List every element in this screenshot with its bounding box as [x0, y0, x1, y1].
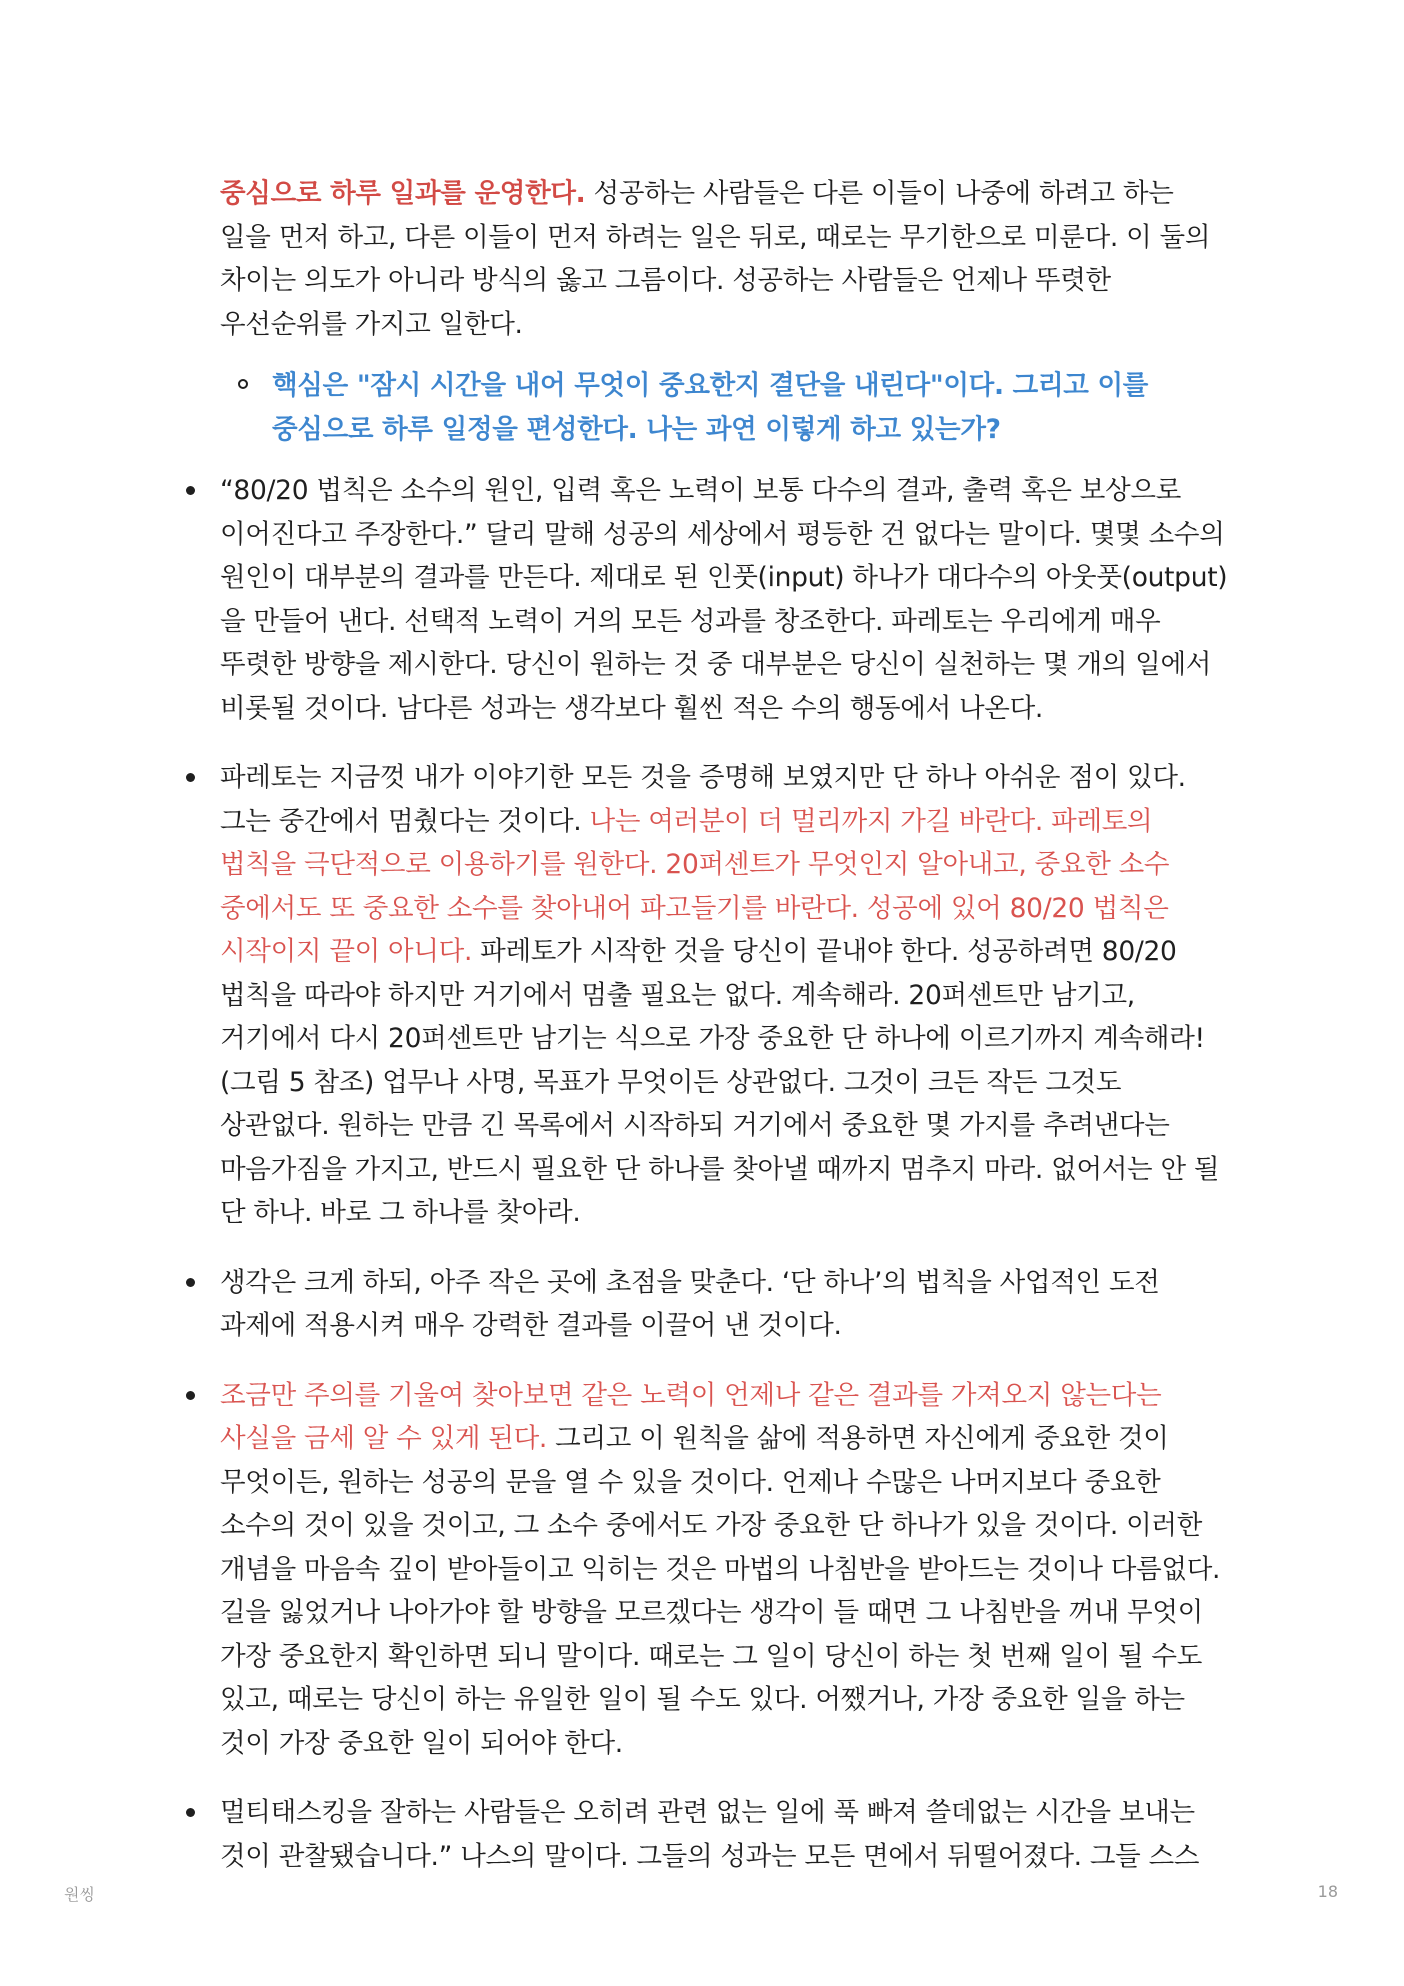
footer-book-title: 원씽	[64, 1885, 95, 1904]
intro-paragraph	[220, 172, 1230, 346]
intro-text: 성공하는 사람들은 다른 이들이 나중에 하려고 하는 일을 먼저 하고, 다른 이들이 먼저 하려는 일은 뒤로, 때로는 무기한으로 미룬다. 이 둘의 차이는 의도가 아니라 방식의 옳고 그름이다. 성공하는 사람들은 언제나 뚜렷한 우선순위를 가지고 일한다.	[220, 178, 1211, 340]
bullet-text: 생각은 크게 하되, 아주 작은 곳에 초점을 맞춘다. ‘단 하나’의 법칙을 사업적인 도전 과제에 적용시켜 매우 강력한 결과를 이끌어 낸 것이다.	[220, 1266, 1160, 1341]
sub-item-text: 핵심은 "잠시 시간을 내어 무엇이 중요한지 결단을 내린다"이다. 그리고 이를 중심으로 하루 일정을 편성한다. 나는 과연 이렇게 하고 있는가?	[272, 370, 1149, 445]
page-content	[220, 172, 1230, 1904]
bullet-dot-icon	[186, 1391, 195, 1400]
footer-page-number: 18	[1317, 1882, 1338, 1901]
bullet-text-after: 파레토가 시작한 것을 당신이 끝내야 한다. 성공하려면 80/20 법칙을 따라야 하지만 거기에서 멈출 필요는 없다. 계속해라. 20퍼센트만 남기고, 거기에서 다시 20퍼센트만 남기는 식으로 가장 중요한 단 하나에 이르기까지 계속해라! (그림 5 참조) 업무나 사명, 목표가 무엇이든 상관없다. 그것이 크든 작든 그것도 상관없다. 원하는 만큼 긴 목록에서 시작하되 거기에서 중요한 몇 가지를 추려낸다는 마음가짐을 가지고, 반드시 필요한 단 하나를 찾아낼 때까지 멈추지 마라. 없어서는 안 될 단 하나. 바로 그 하나를 찾아라.	[220, 936, 1220, 1228]
bullet-highlight: 나는 여러분이 더 멀리까지 가길 바란다. 파레토의 법칙을 극단적으로 이용하기를 원한다. 20퍼센트가 무엇인지 알아내고, 중요한 소수 중에서도 또 중요한 소수를 찾아내어 파고들기를 바란다. 성공에 있어 80/20 법칙은 시작이지 끝이 아니다.	[220, 805, 1170, 967]
bullet-item-pareto-extreme	[220, 756, 1230, 1235]
sub-list	[220, 364, 1230, 451]
bullet-text-after: 그리고 이 원칙을 삶에 적용하면 자신에게 중요한 것이 무엇이든, 원하는 성공의 문을 열 수 있을 것이다. 언제나 수많은 나머지보다 중요한 소수의 것이 있을 것이고, 그 소수 중에서도 가장 중요한 단 하나가 있을 것이다. 이러한 개념을 마음속 깊이 받아들이고 익히는 것은 마법의 나침반을 받아드는 것이나 다름없다. 길을 잃었거나 나아가야 할 방향을 모르겠다는 생각이 들 때면 그 나침반을 꺼내 무엇이 가장 중요한지 확인하면 되니 말이다. 때로는 그 일이 당신이 하는 첫 번째 일이 될 수도 있고, 때로는 당신이 하는 유일한 일이 될 수도 있다. 어쨌거나, 가장 중요한 일을 하는 것이 가장 중요한 일이 되어야 한다.	[220, 1423, 1221, 1759]
sub-list-item	[220, 364, 1230, 451]
bullet-text: 멀티태스킹을 잘하는 사람들은 오히려 관련 없는 일에 푹 빠져 쓸데없는 시간을 보내는 것이 관찰됐습니다.” 나스의 말이다. 그들의 성과는 모든 면에서 뒤떨어졌다. 그들 스스	[220, 1797, 1200, 1872]
bullet-text: “80/20 법칙은 소수의 원인, 입력 혹은 노력이 보통 다수의 결과, 출력 혹은 보상으로 이어진다고 주장한다.” 달리 말해 성공의 세상에서 평등한 건 없다는 말이다. 몇몇 소수의 원인이 대부분의 결과를 만든다. 제대로 된 인풋(input) 하나가 대다수의 아웃풋(output)을 만들어 낸다. 선택적 노력이 거의 모든 성과를 창조한다. 파레토는 우리에게 매우 뚜렷한 방향을 제시한다. 당신이 원하는 것 중 대부분은 당신이 실천하는 몇 개의 일에서 비롯될 것이다. 남다른 성과는 생각보다 훨씬 적은 수의 행동에서 나온다.	[220, 475, 1228, 724]
bullet-dot-icon	[186, 1278, 195, 1287]
bullet-item-multitasking	[220, 1791, 1230, 1878]
bullet-dot-icon	[186, 773, 195, 782]
bullet-highlight: 조금만 주의를 기울여 찾아보면 같은 노력이 언제나 같은 결과를 가져오지 않는다는 사실을 금세 알 수 있게 된다.	[220, 1379, 1162, 1454]
bullet-list	[220, 469, 1230, 1878]
hollow-bullet-icon	[238, 379, 248, 389]
bullet-dot-icon	[186, 486, 195, 495]
bullet-text-before: 파레토는 지금껏 내가 이야기한 모든 것을 증명해 보였지만 단 하나 아쉬운 점이 있다. 그는 중간에서 멈췄다는 것이다.	[220, 762, 1186, 837]
bullet-dot-icon	[186, 1808, 195, 1817]
intro-highlight: 중심으로 하루 일과를 운영한다.	[220, 178, 586, 209]
bullet-item-compass	[220, 1374, 1230, 1766]
bullet-item-think-big	[220, 1261, 1230, 1348]
bullet-item-pareto-law	[220, 469, 1230, 730]
